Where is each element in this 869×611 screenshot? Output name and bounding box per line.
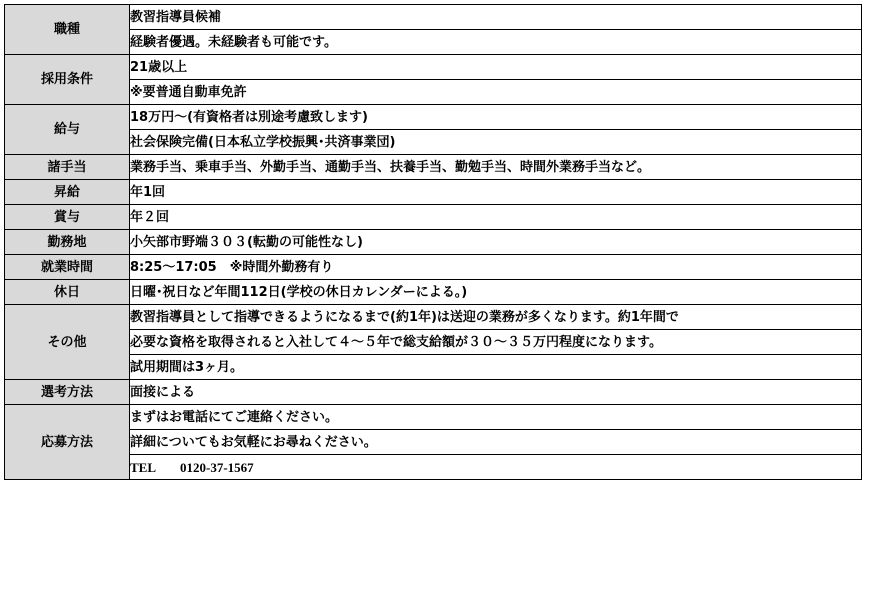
row-value: 経験者優遇。未経験者も可能です。 [130,30,862,55]
row-label: 採用条件 [5,55,130,105]
table-row [5,180,862,205]
row-label: 勤務地 [5,230,130,255]
table-row [5,355,862,380]
table-row [5,255,862,280]
phone-line [130,455,862,480]
job-details-table [4,4,862,480]
row-value: 21歳以上 [130,55,862,80]
row-label: 昇給 [5,180,130,205]
row-label: 選考方法 [5,380,130,405]
table-row [5,405,862,430]
table-row [5,55,862,80]
row-label: 賞与 [5,205,130,230]
row-label: 職種 [5,5,130,55]
table-row [5,430,862,455]
row-value: 年1回 [130,180,862,205]
row-value: 教習指導員として指導できるようになるまで(約1年)は送迎の業務が多くなります。約1年間で [130,305,862,330]
row-label: 休日 [5,280,130,305]
row-label: 応募方法 [5,405,130,480]
tel-label: TEL [130,459,157,475]
table-row [5,155,862,180]
row-value: まずはお電話にてご連絡ください。 [130,405,862,430]
row-label: その他 [5,305,130,380]
row-label: 就業時間 [5,255,130,280]
table-row [5,5,862,30]
row-value: 年２回 [130,205,862,230]
table-row [5,80,862,105]
table-row [5,30,862,55]
table-row [5,455,862,480]
row-value: 社会保険完備(日本私立学校振興･共済事業団) [130,130,862,155]
table-row [5,380,862,405]
row-value: 面接による [130,380,862,405]
row-value: 小矢部市野端３０３(転勤の可能性なし) [130,230,862,255]
row-value: 詳細についてもお気軽にお尋ねください。 [130,430,862,455]
row-value: 日曜･祝日など年間112日(学校の休日カレンダーによる。) [130,280,862,305]
row-value: 業務手当、乗車手当、外勤手当、通勤手当、扶養手当、勤勉手当、時間外業務手当など。 [130,155,862,180]
row-value: 8:25～17:05 ※時間外勤務有り [130,255,862,280]
table-row [5,205,862,230]
table-row [5,280,862,305]
row-value: 18万円～(有資格者は別途考慮致します) [130,105,862,130]
row-value: ※要普通自動車免許 [130,80,862,105]
phone-number[interactable]: 0120-37-1567 [180,459,254,475]
row-value: 試用期間は3ヶ月。 [130,355,862,380]
table-row [5,305,862,330]
table-row [5,105,862,130]
table-row [5,130,862,155]
table-row [5,230,862,255]
row-label: 諸手当 [5,155,130,180]
row-value: 必要な資格を取得されると入社して４～５年で総支給額が３０～３５万円程度になります。 [130,330,862,355]
table-row [5,330,862,355]
row-value: 教習指導員候補 [130,5,862,30]
row-label: 給与 [5,105,130,155]
